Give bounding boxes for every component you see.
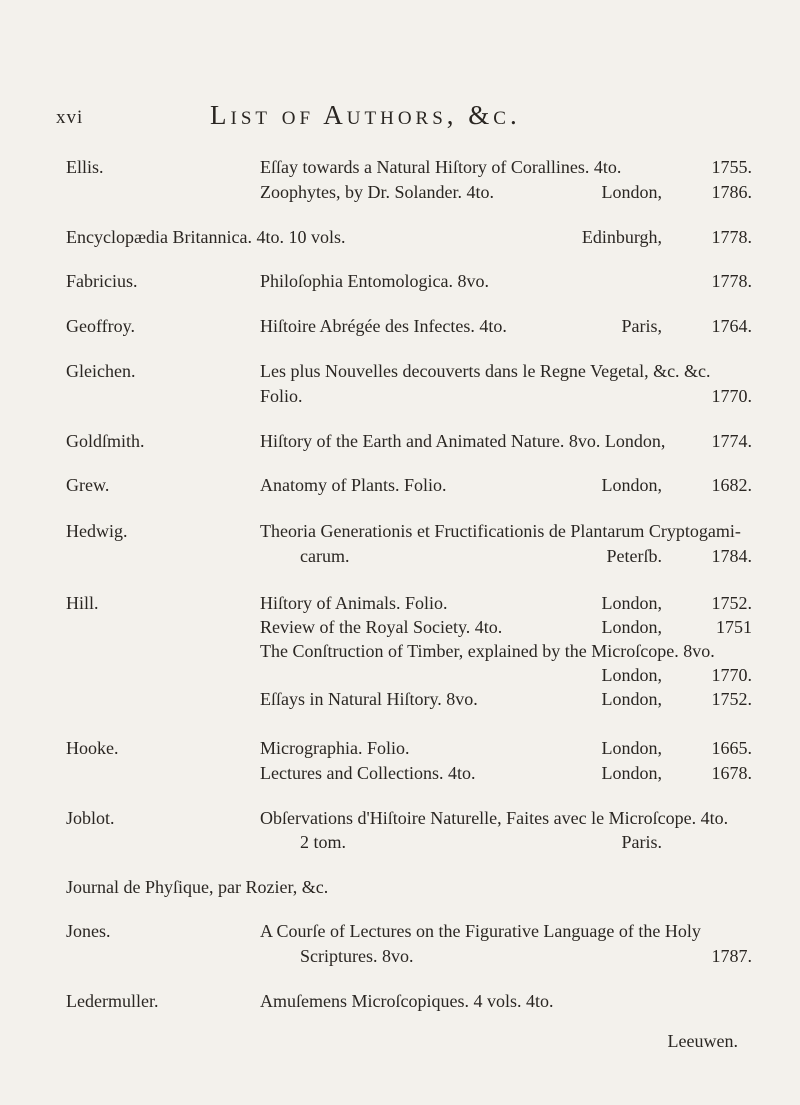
year-text: 1751 bbox=[716, 617, 752, 637]
entry-line bbox=[260, 521, 752, 545]
author-geoffroy: Geoffroy. bbox=[66, 316, 135, 336]
year-text: 1764. bbox=[711, 316, 752, 336]
author-ellis: Ellis. bbox=[66, 157, 104, 177]
year-text: 1787. bbox=[711, 946, 752, 966]
place-text: Paris, bbox=[621, 316, 662, 336]
entry-line bbox=[260, 361, 752, 385]
entry-line bbox=[260, 641, 752, 665]
entry-line bbox=[260, 271, 752, 295]
author-jones: Jones. bbox=[66, 921, 111, 941]
place-text: London, bbox=[601, 738, 662, 758]
place-text: London, bbox=[601, 665, 662, 685]
author-hooke: Hooke. bbox=[66, 738, 119, 758]
entry-line bbox=[260, 738, 752, 762]
title-text: Obſervations d'Hiſtoire Naturelle, Faites avec le Microſcope. 4to. bbox=[260, 808, 729, 828]
entry-line bbox=[260, 386, 752, 410]
author-gleichen: Gleichen. bbox=[66, 361, 136, 381]
author-hedwig: Hedwig. bbox=[66, 521, 128, 541]
title-text: Philoſophia Entomologica. 8vo. bbox=[260, 271, 489, 291]
year-text: 1752. bbox=[711, 689, 752, 709]
year-text: 1778. bbox=[711, 271, 752, 291]
entry-line bbox=[260, 763, 752, 787]
year-text: 1770. bbox=[711, 386, 752, 406]
entry-line bbox=[260, 475, 752, 499]
place-text: London, bbox=[601, 617, 662, 637]
entry-line bbox=[260, 665, 752, 689]
title-text: Eſſay towards a Natural Hiſtory of Corallines. 4to. bbox=[260, 157, 622, 177]
year-text: 1682. bbox=[711, 475, 752, 495]
place-text: Paris. bbox=[621, 832, 662, 852]
title-text: Amuſemens Microſcopiques. 4 vols. 4to. bbox=[260, 991, 554, 1011]
catchword: Leeuwen. bbox=[667, 1031, 738, 1051]
year-text: 1755. bbox=[711, 157, 752, 177]
year-text: 1784. bbox=[711, 546, 752, 566]
year-text: 1778. bbox=[711, 227, 752, 247]
author-fabricius: Fabricius. bbox=[66, 271, 138, 291]
title-text: Hiſtoire Abrégée des Infectes. 4to. bbox=[260, 316, 507, 336]
place-text: London, bbox=[601, 475, 662, 495]
running-title: List of Authors, &c. bbox=[210, 100, 521, 130]
title-text: Scriptures. 8vo. bbox=[300, 946, 414, 966]
title-text: Hiſtory of the Earth and Animated Nature. 8vo. London, bbox=[260, 431, 666, 451]
title-text: A Courſe of Lectures on the Figurative Language of the Holy bbox=[260, 921, 701, 941]
title-text: Journal de Phyſique, par Rozier, &c. bbox=[66, 877, 329, 897]
author-goldsmith: Goldſmith. bbox=[66, 431, 145, 451]
title-text: Anatomy of Plants. Folio. bbox=[260, 475, 447, 495]
place-text: Peterſb. bbox=[606, 546, 662, 566]
entry-line bbox=[260, 808, 752, 832]
title-text: carum. bbox=[300, 546, 350, 566]
entry-line bbox=[260, 991, 752, 1015]
title-text: Encyclopædia Britannica. 4to. 10 vols. bbox=[66, 227, 346, 247]
year-text: 1786. bbox=[711, 182, 752, 202]
author-grew: Grew. bbox=[66, 475, 110, 495]
entry-line bbox=[260, 617, 752, 641]
entry-line bbox=[66, 877, 752, 901]
author-hill: Hill. bbox=[66, 593, 99, 613]
title-text: Eſſays in Natural Hiſtory. 8vo. bbox=[260, 689, 478, 709]
place-text: London, bbox=[601, 593, 662, 613]
entry-line bbox=[66, 227, 752, 251]
title-text: The Conſtruction of Timber, explained by the Microſcope. 8vo. bbox=[260, 641, 715, 661]
year-text: 1774. bbox=[711, 431, 752, 451]
title-text: Theoria Generationis et Fructificationis de Plantarum Cryptogami- bbox=[260, 521, 741, 541]
entry-line bbox=[260, 546, 752, 570]
year-text: 1678. bbox=[711, 763, 752, 783]
year-text: 1665. bbox=[711, 738, 752, 758]
place-text: London, bbox=[601, 689, 662, 709]
page-number: xvi bbox=[56, 107, 84, 128]
title-text: Folio. bbox=[260, 386, 303, 406]
title-text: Review of the Royal Society. 4to. bbox=[260, 617, 503, 637]
place-text: London, bbox=[601, 763, 662, 783]
title-text: Hiſtory of Animals. Folio. bbox=[260, 593, 448, 613]
entry-line bbox=[260, 316, 752, 340]
place-text: Edinburgh, bbox=[581, 227, 662, 247]
title-text: Zoophytes, by Dr. Solander. 4to. bbox=[260, 182, 494, 202]
entry-line bbox=[260, 946, 752, 970]
title-text: Lectures and Collections. 4to. bbox=[260, 763, 476, 783]
entry-line bbox=[260, 431, 752, 455]
entry-line bbox=[260, 157, 752, 181]
entry-line bbox=[260, 832, 752, 856]
entry-line bbox=[260, 689, 752, 713]
author-joblot: Joblot. bbox=[66, 808, 115, 828]
year-text: 1752. bbox=[711, 593, 752, 613]
title-text: Les plus Nouvelles decouverts dans le Regne Vegetal, &c. &c. bbox=[260, 361, 711, 381]
place-text: London, bbox=[601, 182, 662, 202]
title-text: 2 tom. bbox=[300, 832, 347, 852]
entry-line bbox=[260, 182, 752, 206]
author-ledermuller: Ledermuller. bbox=[66, 991, 159, 1011]
title-text: Micrographia. Folio. bbox=[260, 738, 410, 758]
year-text: 1770. bbox=[711, 665, 752, 685]
entry-line bbox=[260, 921, 752, 945]
entry-line bbox=[260, 593, 752, 617]
